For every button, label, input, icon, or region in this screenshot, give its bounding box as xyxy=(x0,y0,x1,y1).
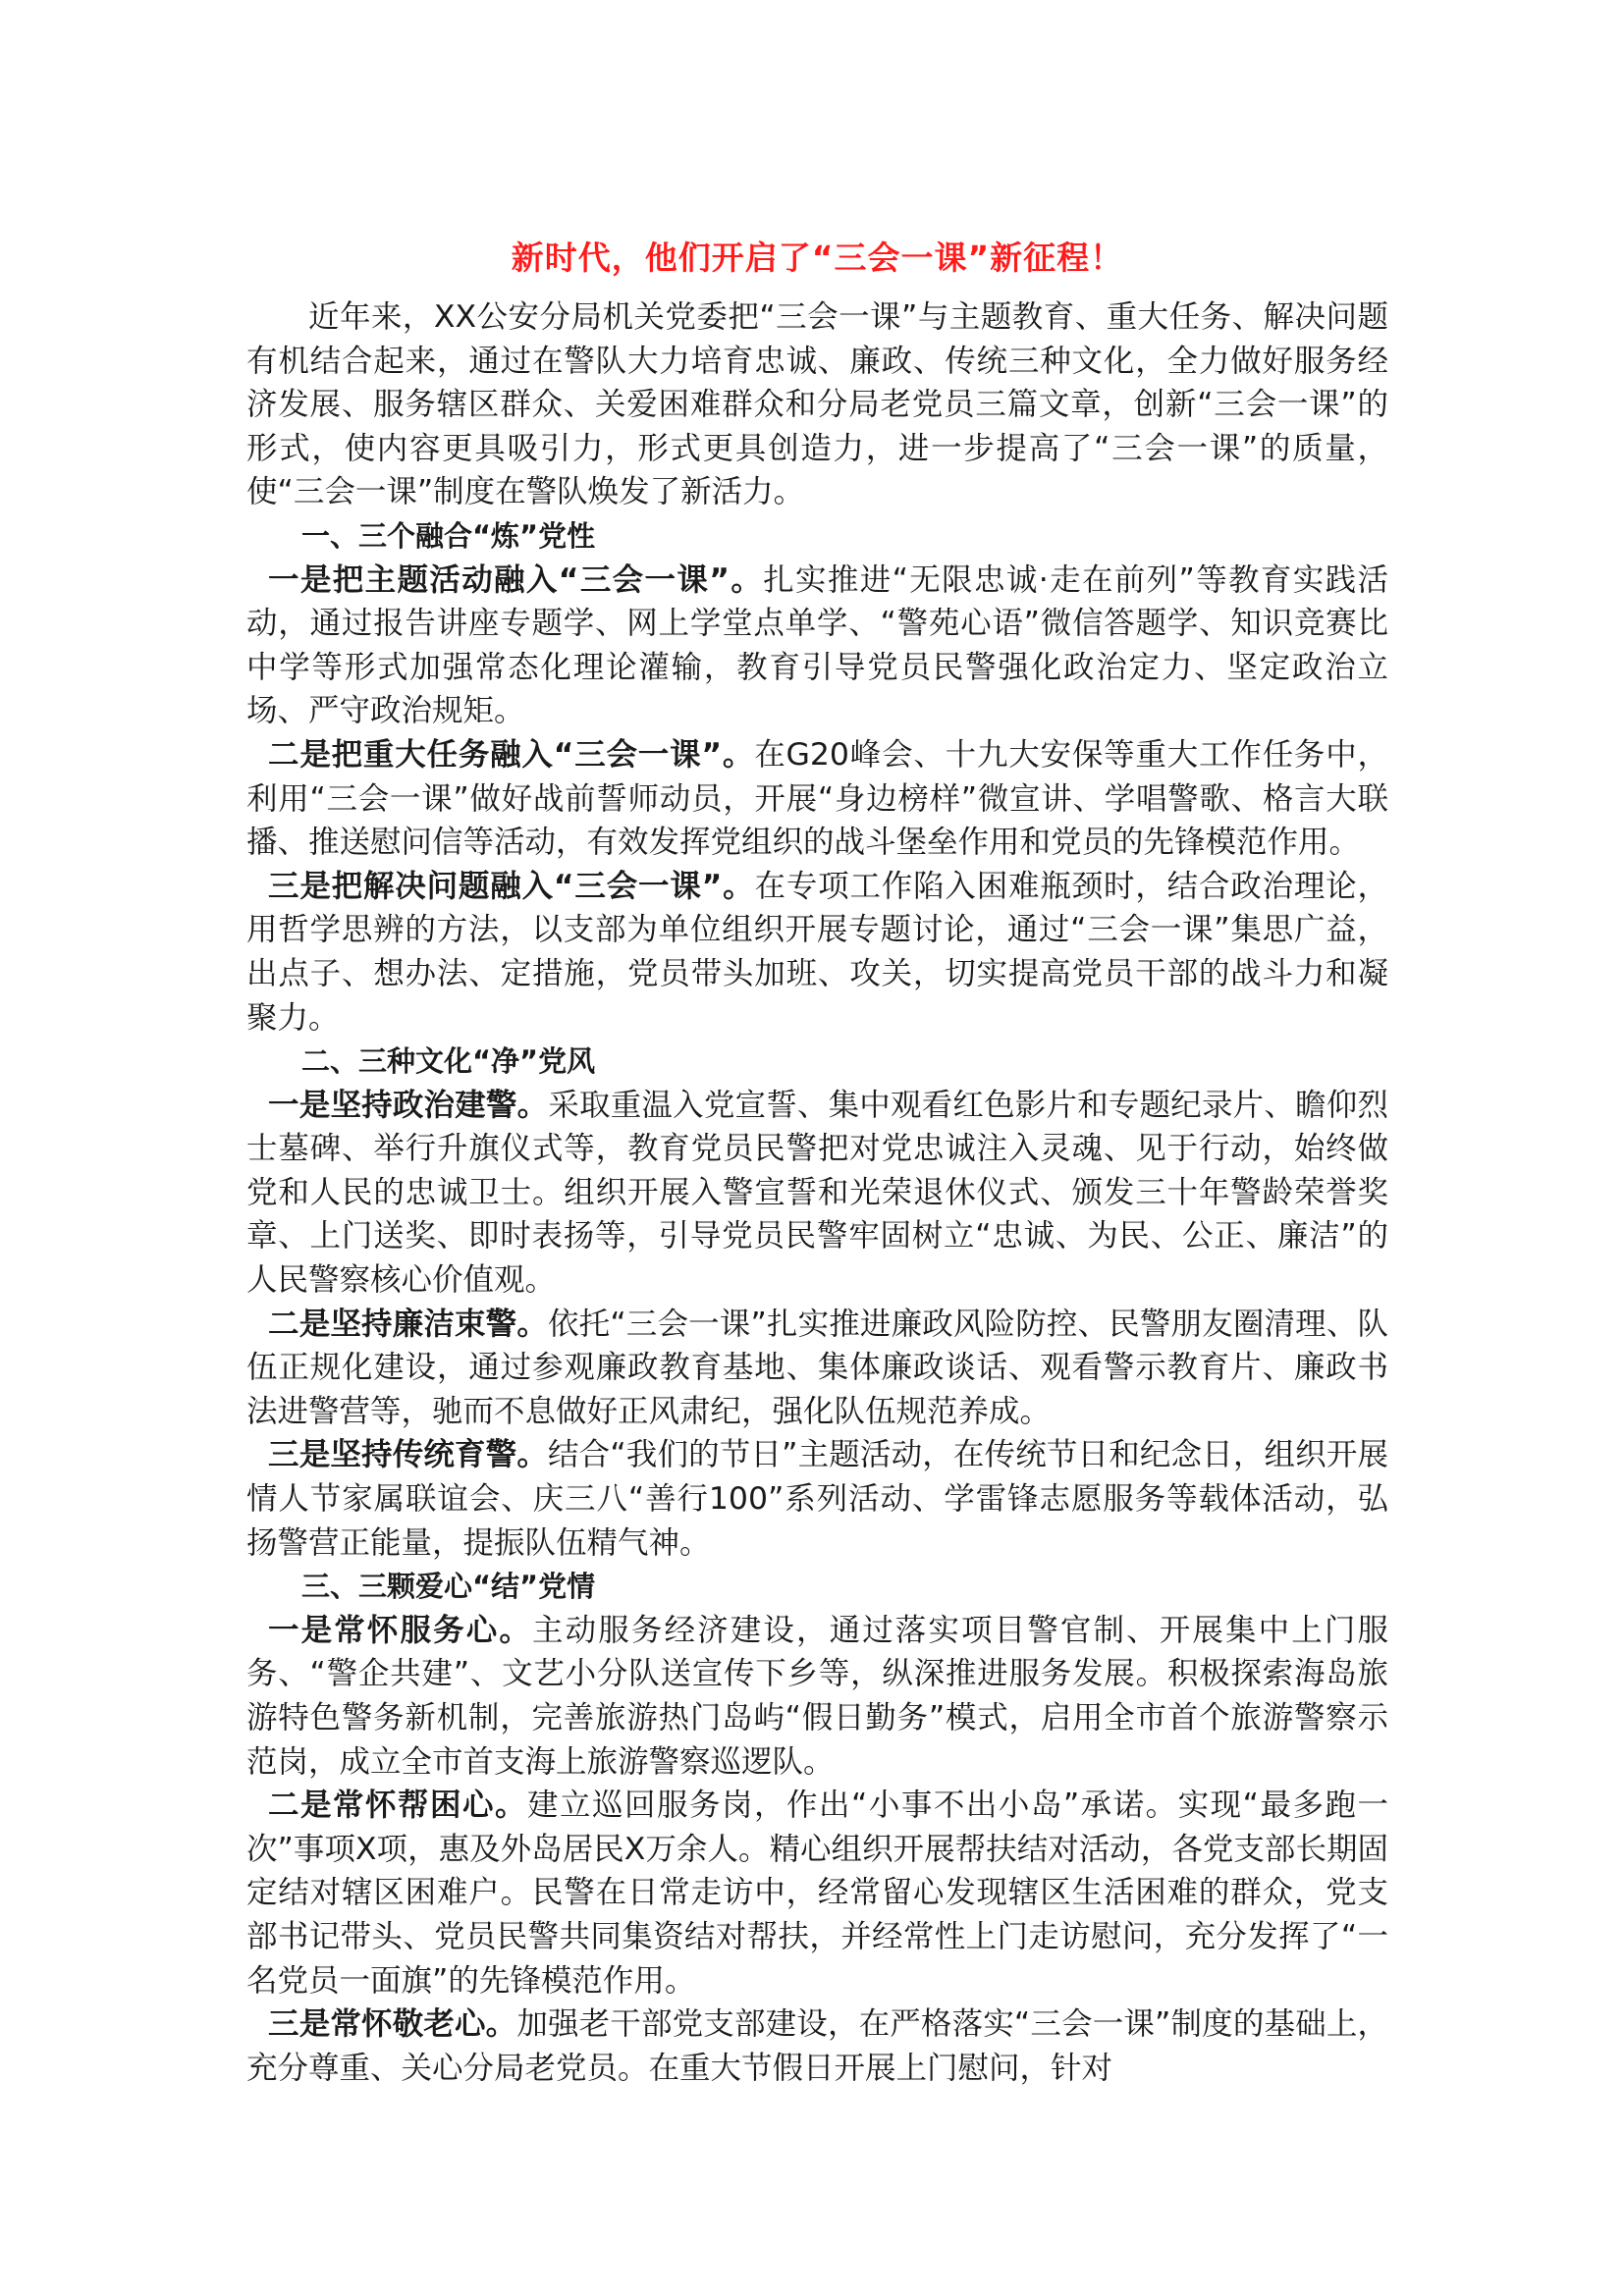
paragraph-lead: 三是把解决问题融入“三会一课”。 xyxy=(268,868,755,904)
section-paragraph xyxy=(246,865,1388,1040)
paragraph-lead: 三是坚持传统育警。 xyxy=(268,1437,548,1473)
paragraph-lead: 二是把重大任务融入“三会一课”。 xyxy=(268,736,755,773)
section-paragraph xyxy=(246,1303,1388,1434)
section-paragraph xyxy=(246,733,1388,865)
paragraph-text: 加强老干部党支部建设，在严格落实“三会一课”制度的基础上，充分尊重、关心分局老党员。在重大节假日开展上门慰问，针对 xyxy=(246,2006,1388,2086)
section-heading: 一、三个融合“炼”党性 xyxy=(301,518,596,553)
paragraph-lead: 一是把主题活动融入“三会一课”。 xyxy=(268,561,764,598)
paragraph-lead: 二是坚持廉洁束警。 xyxy=(268,1306,548,1342)
paragraph-lead: 一是坚持政治建警。 xyxy=(268,1087,549,1123)
paragraph-lead: 一是常怀服务心。 xyxy=(268,1612,532,1648)
paragraph-text: 采取重温入党宣誓、集中观看红色影片和专题纪录片、瞻仰烈士墓碑、举行升旗仪式等，教育党员民警把对党忠诚注入灵魂、见于行动，始终做党和人民的忠诚卫士。组织开展入警宣誓和光荣退休仪式、颁发三十年警龄荣誉奖章、上门送奖、即时表扬等，引导党员民警牢固树立“忠诚、为民、公正、廉洁”的人民警察核心价值观。 xyxy=(246,1087,1388,1299)
section-paragraph xyxy=(246,1784,1388,2002)
document-page xyxy=(246,0,1388,2296)
paragraph-text: 结合“我们的节日”主题活动，在传统节日和纪念日，组织开展情人节家属联谊会、庆三八“善行100”系列活动、学雷锋志愿服务等载体活动，弘扬警营正能量，提振队伍精气神。 xyxy=(246,1437,1388,1561)
paragraph-text: 在G20峰会、十九大安保等重大工作任务中，利用“三会一课”做好战前誓师动员，开展“身边榜样”微宣讲、学唱警歌、格言大联播、推送慰问信等活动，有效发挥党组织的战斗堡垒作用和党员的先锋模范作用。 xyxy=(246,736,1388,861)
section-heading: 三、三颗爱心“结”党情 xyxy=(301,1570,596,1604)
section-paragraph xyxy=(246,1433,1388,1565)
paragraph-text: 扎实推进“无限忠诚·走在前列”等教育实践活动，通过报告讲座专题学、网上学堂点单学、“警苑心语”微信答题学、知识竞赛比中学等形式加强常态化理论灌输，教育引导党员民警强化政治定力、坚定政治立场、严守政治规矩。 xyxy=(246,561,1388,729)
section-paragraph xyxy=(246,2002,1388,2090)
paragraph-lead: 三是常怀敬老心。 xyxy=(268,2006,517,2043)
section-paragraph xyxy=(246,559,1388,733)
document-body xyxy=(246,295,1388,2090)
paragraph-text: 在专项工作陷入困难瓶颈时，结合政治理论，用哲学思辨的方法，以支部为单位组织开展专题讨论，通过“三会一课”集思广益，出点子、想办法、定措施，党员带头加班、攻关，切实提高党员干部的战斗力和凝聚力。 xyxy=(246,868,1388,1036)
section-paragraph xyxy=(246,1609,1388,1784)
paragraph-lead: 二是常怀帮困心。 xyxy=(268,1788,528,1824)
section-heading: 二、三种文化“净”党风 xyxy=(301,1044,596,1079)
paragraph-text: 建立巡回服务岗，作出“小事不出小岛”承诺。实现“最多跑一次”事项X项，惠及外岛居民X万余人。精心组织开展帮扶结对活动，各党支部长期固定结对辖区困难户。民警在日常走访中，经常留心发现辖区生活困难的群众，党支部书记带头、党员民警共同集资结对帮扶，并经常性上门走访慰问，充分发挥了“一名党员一面旗”的先锋模范作用。 xyxy=(246,1788,1388,1999)
paragraph-text: 主动服务经济建设，通过落实项目警官制、开展集中上门服务、“警企共建”、文艺小分队送宣传下乡等，纵深推进服务发展。积极探索海岛旅游特色警务新机制，完善旅游热门岛屿“假日勤务”模式，启用全市首个旅游警察示范岗，成立全市首支海上旅游警察巡逻队。 xyxy=(246,1612,1388,1780)
paragraph-text: 依托“三会一课”扎实推进廉政风险防控、民警朋友圈清理、队伍正规化建设，通过参观廉政教育基地、集体廉政谈话、观看警示教育片、廉政书法进警营等，驰而不息做好正风肃纪，强化队伍规范养成。 xyxy=(246,1306,1388,1429)
intro-paragraph: 近年来，XX公安分局机关党委把“三会一课”与主题教育、重大任务、解决问题有机结合起来，通过在警队大力培育忠诚、廉政、传统三种文化，全力做好服务经济发展、服务辖区群众、关爱困难群众和分局老党员三篇文章，创新“三会一课”的形式，使内容更具吸引力，形式更具创造力，进一步提高了“三会一课”的质量，使“三会一课”制度在警队焕发了新活力。 xyxy=(246,299,1388,510)
document-title: 新时代，他们开启了“三会一课”新征程！ xyxy=(511,239,1124,278)
section-paragraph xyxy=(246,1084,1388,1303)
